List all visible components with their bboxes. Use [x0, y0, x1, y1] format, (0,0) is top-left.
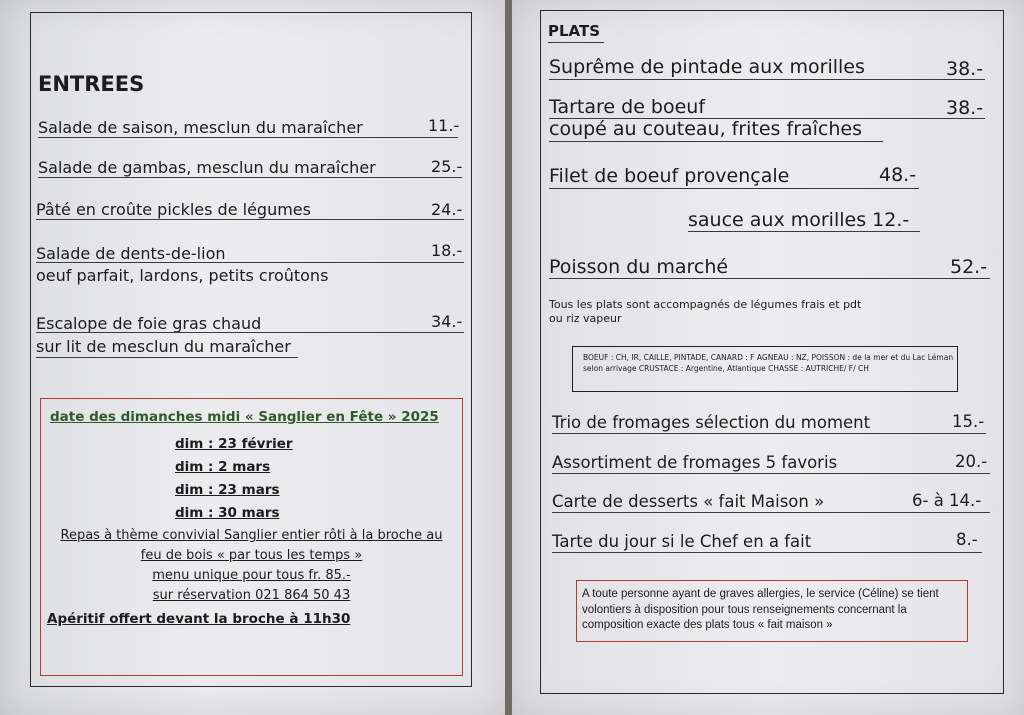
allergy-box — [576, 580, 968, 642]
divider — [548, 42, 604, 43]
event-description: Repas à thème convivial Sanglier entier rôti à la broche au — [60, 528, 443, 543]
event-description: feu de bois « par tous les temps » — [140, 548, 363, 563]
dessert-name: Assortiment de fromages 5 favoris — [552, 453, 838, 472]
entrees-heading: ENTREES — [38, 72, 145, 96]
plats-heading: PLATS — [548, 22, 601, 40]
dessert-name: Tarte du jour si le Chef en a fait — [552, 532, 812, 551]
divider — [36, 332, 464, 333]
dessert-name: Trio de fromages sélection du moment — [552, 413, 871, 432]
plat-name: Poisson du marché — [549, 256, 729, 278]
divider — [552, 552, 982, 553]
sanglier-event-box — [40, 398, 463, 676]
entree-name: Escalope de foie gras chaud — [36, 314, 262, 333]
plat-supplement: sauce aux morilles 12.- — [688, 209, 910, 231]
divider — [552, 512, 990, 513]
plat-name: Filet de boeuf provençale — [549, 165, 790, 187]
divider — [549, 141, 883, 142]
divider — [688, 231, 920, 232]
divider — [549, 188, 919, 189]
aperitif-note: Apéritif offert devant la broche à 11h30 — [47, 611, 351, 627]
dessert-price: 15.- — [952, 412, 985, 431]
divider — [36, 262, 464, 263]
divider — [38, 177, 462, 178]
entree-description: sur lit de mesclun du maraîcher — [36, 337, 291, 356]
divider — [552, 473, 990, 474]
allergy-note: A toute personne ayant de graves allergies, le service (Céline) se tient volontiers à disposition pour tous renseignements concernant la composition exacte des plats tous « fait maison » — [582, 588, 939, 631]
entree-description: oeuf parfait, lardons, petits croûtons — [36, 266, 329, 285]
divider — [38, 137, 458, 138]
sanglier-title: date des dimanches midi « Sanglier en Fête » 2025 — [50, 409, 439, 425]
event-date: dim : 23 mars — [175, 482, 280, 498]
dessert-price: 6- à 14.- — [912, 491, 982, 510]
divider — [36, 219, 464, 220]
accompaniment-note: Tous les plats sont accompagnés de légumes frais et pdt ou riz vapeur — [549, 298, 862, 325]
event-date: dim : 2 mars — [175, 459, 271, 475]
dessert-name: Carte de desserts « fait Maison » — [552, 492, 825, 511]
plat-price: 48.- — [879, 164, 917, 186]
plat-price: 52.- — [950, 256, 988, 278]
plat-name: Suprême de pintade aux morilles — [549, 56, 865, 78]
event-description: menu unique pour tous fr. 85.- — [152, 568, 351, 583]
origin-box — [572, 346, 958, 392]
plat-price: 38.- — [946, 58, 984, 80]
entree-price: 24.- — [431, 200, 463, 219]
plat-price: 38.- — [946, 97, 984, 119]
event-phone: sur réservation 021 864 50 43 — [152, 588, 351, 603]
dessert-price: 20.- — [955, 452, 988, 471]
entree-name: Salade de dents-de-lion — [36, 244, 226, 263]
event-date: dim : 23 février — [175, 436, 293, 452]
divider — [552, 433, 986, 434]
plat-description: coupé au couteau, frites fraîches — [549, 118, 862, 140]
divider — [36, 357, 298, 358]
entree-price: 11.- — [428, 116, 460, 135]
divider — [549, 278, 990, 279]
entree-price: 25.- — [431, 157, 463, 176]
dessert-price: 8.- — [956, 530, 978, 549]
right-menu-page — [512, 0, 1024, 715]
plat-name: Tartare de boeuf — [549, 96, 706, 118]
origin-text: BOEUF : CH, IR, CAILLE, PINTADE, CANARD : F AGNEAU : NZ, POISSON : de la mer et du Lac Léman selon arrivage CRUSTACE : Argentine, Atlantique CHASSE : AUTRICHE/ F/ CH — [583, 353, 954, 373]
event-date: dim : 30 mars — [175, 505, 280, 521]
entree-price: 34.- — [431, 312, 463, 331]
divider — [549, 79, 985, 80]
left-menu-page — [0, 0, 505, 715]
entree-name: Pâté en croûte pickles de légumes — [36, 200, 311, 219]
entree-price: 18.- — [431, 241, 463, 260]
entree-name: Salade de saison, mesclun du maraîcher — [38, 118, 363, 137]
entree-name: Salade de gambas, mesclun du maraîcher — [38, 158, 376, 177]
